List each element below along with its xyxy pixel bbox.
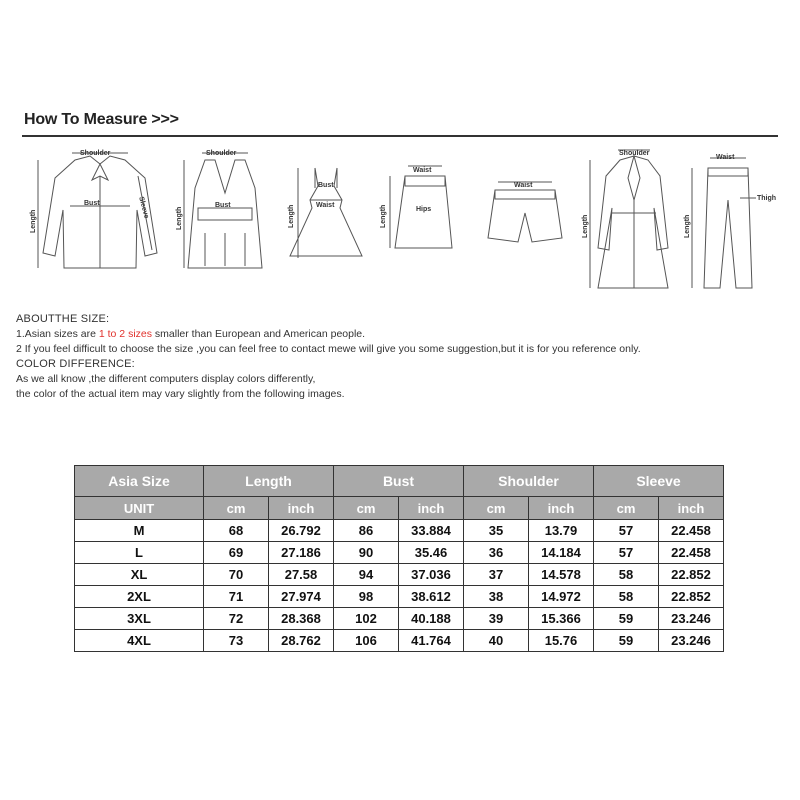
value-cell: 14.972 (529, 586, 594, 608)
value-cell: 15.76 (529, 630, 594, 652)
value-cell: 14.184 (529, 542, 594, 564)
value-cell: 94 (334, 564, 399, 586)
value-cell: 57 (594, 520, 659, 542)
header-bust: Bust (334, 466, 464, 497)
unit-cell: cm (594, 497, 659, 520)
shirt-sleeve-label: Sleeve (137, 196, 150, 220)
value-cell: 59 (594, 630, 659, 652)
value-cell: 22.852 (659, 564, 724, 586)
shirt-length-label: Length (30, 209, 37, 233)
header-length: Length (204, 466, 334, 497)
measure-figures (0, 138, 800, 303)
skirt-waist-label: Waist (413, 167, 432, 174)
value-cell: 33.884 (399, 520, 464, 542)
unit-label: UNIT (75, 497, 204, 520)
about-size-line-1: 1.Asian sizes are 1 to 2 sizes smaller than European and American people. (16, 328, 366, 340)
unit-cell: cm (334, 497, 399, 520)
value-cell: 71 (204, 586, 269, 608)
value-cell: 41.764 (399, 630, 464, 652)
pants-thigh-label: Thigh (757, 195, 777, 202)
value-cell: 36 (464, 542, 529, 564)
table-header-row (75, 466, 724, 497)
title-divider (22, 135, 778, 137)
value-cell: 35.46 (399, 542, 464, 564)
value-cell: 69 (204, 542, 269, 564)
unit-cell: inch (399, 497, 464, 520)
shirt-sketch (38, 153, 157, 268)
value-cell: 40.188 (399, 608, 464, 630)
size-cell: 4XL (75, 630, 204, 652)
unit-cell: inch (659, 497, 724, 520)
value-cell: 23.246 (659, 608, 724, 630)
value-cell: 58 (594, 564, 659, 586)
vest-shoulder-label: Shoulder (206, 150, 237, 157)
shirt-bust-label: Bust (84, 200, 100, 207)
value-cell: 58 (594, 586, 659, 608)
table-row (75, 630, 724, 652)
value-cell: 39 (464, 608, 529, 630)
value-cell: 22.458 (659, 520, 724, 542)
value-cell: 37 (464, 564, 529, 586)
size-cell: 3XL (75, 608, 204, 630)
shorts-sketch (488, 182, 562, 242)
size-difference-highlight: 1 to 2 sizes (98, 328, 152, 340)
color-difference-heading: COLOR DIFFERENCE: (16, 358, 135, 370)
value-cell: 35 (464, 520, 529, 542)
value-cell: 68 (204, 520, 269, 542)
coat-sketch (590, 150, 668, 288)
about-size-line-2: 2 If you feel difficult to choose the size ,you can feel free to contact mewe will give you some suggestion,but it is for you reference only. (16, 343, 641, 355)
value-cell: 13.79 (529, 520, 594, 542)
value-cell: 98 (334, 586, 399, 608)
size-cell: M (75, 520, 204, 542)
dress-length-label: Length (288, 204, 295, 228)
table-row (75, 586, 724, 608)
value-cell: 23.246 (659, 630, 724, 652)
table-row (75, 520, 724, 542)
header-shoulder: Shoulder (464, 466, 594, 497)
size-cell: 2XL (75, 586, 204, 608)
pants-length-label: Length (684, 214, 691, 238)
about-size-heading: ABOUTTHE SIZE: (16, 313, 110, 325)
skirt-length-label: Length (380, 204, 387, 228)
value-cell: 72 (204, 608, 269, 630)
coat-length-label: Length (582, 214, 589, 238)
unit-cell: cm (204, 497, 269, 520)
color-difference-line-1: As we all know ,the different computers display colors differently, (16, 373, 316, 385)
size-cell: L (75, 542, 204, 564)
skirt-hips-label: Hips (416, 206, 432, 213)
vest-sketch (184, 153, 262, 268)
table-unit-row (75, 497, 724, 520)
value-cell: 15.366 (529, 608, 594, 630)
value-cell: 106 (334, 630, 399, 652)
value-cell: 27.186 (269, 542, 334, 564)
table-row (75, 564, 724, 586)
pants-sketch (692, 158, 756, 288)
value-cell: 59 (594, 608, 659, 630)
dress-waist-label: Waist (316, 202, 335, 209)
value-cell: 27.974 (269, 586, 334, 608)
header-sleeve: Sleeve (594, 466, 724, 497)
size-notes (16, 312, 786, 402)
unit-cell: inch (269, 497, 334, 520)
value-cell: 70 (204, 564, 269, 586)
value-cell: 73 (204, 630, 269, 652)
value-cell: 102 (334, 608, 399, 630)
value-cell: 86 (334, 520, 399, 542)
pants-waist-label: Waist (716, 154, 735, 161)
value-cell: 22.458 (659, 542, 724, 564)
shirt-shoulder-label: Shoulder (80, 150, 111, 157)
value-cell: 28.368 (269, 608, 334, 630)
garment-sketches (0, 138, 800, 303)
value-cell: 22.852 (659, 586, 724, 608)
value-cell: 27.58 (269, 564, 334, 586)
vest-length-label: Length (176, 206, 183, 230)
value-cell: 90 (334, 542, 399, 564)
vest-bust-label: Bust (215, 202, 231, 209)
color-difference-line-2: the color of the actual item may vary slightly from the following images. (16, 388, 345, 400)
value-cell: 26.792 (269, 520, 334, 542)
unit-cell: inch (529, 497, 594, 520)
shorts-waist-label: Waist (514, 182, 533, 189)
value-cell: 57 (594, 542, 659, 564)
coat-shoulder-label: Shoulder (619, 150, 650, 157)
size-cell: XL (75, 564, 204, 586)
page-title: How To Measure >>> (24, 111, 179, 128)
table-row (75, 542, 724, 564)
value-cell: 38 (464, 586, 529, 608)
dress-bust-label: Bust (318, 182, 334, 189)
value-cell: 28.762 (269, 630, 334, 652)
value-cell: 40 (464, 630, 529, 652)
value-cell: 38.612 (399, 586, 464, 608)
table-row (75, 608, 724, 630)
size-chart-table (74, 465, 724, 652)
value-cell: 37.036 (399, 564, 464, 586)
value-cell: 14.578 (529, 564, 594, 586)
header-asia-size: Asia Size (75, 466, 204, 497)
unit-cell: cm (464, 497, 529, 520)
